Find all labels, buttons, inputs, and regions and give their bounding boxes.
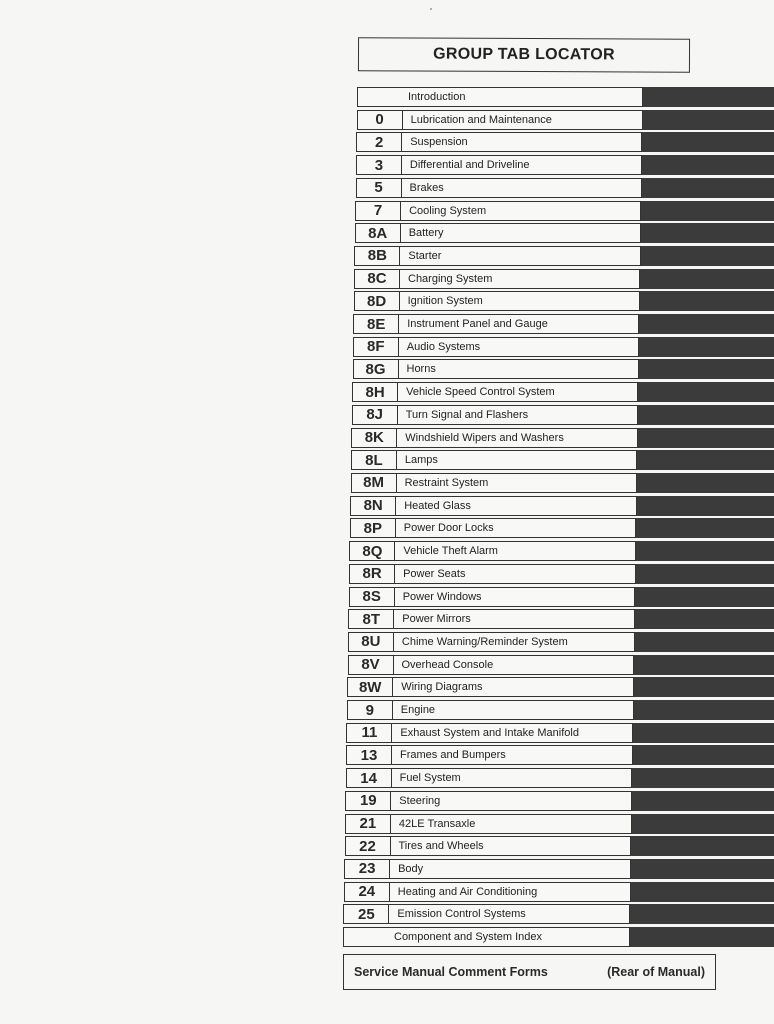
tab-row[interactable] [349, 541, 774, 561]
group-label: Suspension [402, 132, 642, 152]
group-label: Restraint System [397, 473, 637, 493]
tab-row[interactable] [356, 132, 774, 152]
group-label: Introduction [357, 87, 643, 107]
group-number: 8J [352, 405, 398, 425]
tab-row[interactable] [348, 655, 774, 675]
tab-row[interactable] [351, 428, 774, 448]
black-edge-tab [635, 587, 774, 607]
tab-row[interactable] [352, 382, 774, 402]
group-number: 8L [351, 450, 397, 470]
group-number: 5 [356, 178, 402, 198]
group-label: Frames and Bumpers [392, 745, 633, 765]
tab-row[interactable] [346, 723, 774, 743]
group-label: Steering [391, 791, 632, 811]
group-number: 23 [344, 859, 390, 879]
group-label: 42LE Transaxle [391, 814, 632, 834]
black-edge-tab [639, 359, 774, 379]
group-label: Fuel System [392, 768, 633, 788]
group-number: 0 [357, 110, 403, 130]
group-label: Overhead Console [394, 655, 635, 675]
black-edge-tab [642, 155, 774, 175]
group-number: 13 [346, 745, 392, 765]
tab-row[interactable] [353, 337, 774, 357]
group-label: Horns [399, 359, 639, 379]
group-number: 8E [353, 314, 399, 334]
black-edge-tab [635, 609, 774, 629]
group-number: 25 [343, 904, 389, 924]
tab-row[interactable] [348, 632, 774, 652]
tab-row[interactable] [343, 927, 774, 947]
group-number: 8K [351, 428, 397, 448]
tab-row[interactable] [346, 768, 774, 788]
group-number: 8H [352, 382, 398, 402]
black-edge-tab [643, 87, 774, 107]
group-number: 8D [354, 291, 400, 311]
group-number: 8F [353, 337, 399, 357]
black-edge-tab [638, 405, 774, 425]
tab-row[interactable] [347, 700, 774, 720]
tab-row[interactable] [345, 836, 774, 856]
tab-row[interactable] [356, 155, 774, 175]
tab-row[interactable] [344, 859, 774, 879]
tab-row[interactable] [357, 110, 774, 130]
group-number: 19 [345, 791, 391, 811]
tab-row[interactable] [351, 473, 774, 493]
black-edge-tab [642, 178, 774, 198]
black-edge-tab [630, 927, 774, 947]
tab-row[interactable] [354, 269, 774, 289]
comment-forms-location: (Rear of Manual) [607, 965, 705, 979]
tab-row[interactable] [350, 518, 774, 538]
tab-row[interactable] [353, 359, 774, 379]
group-label: Lubrication and Maintenance [403, 110, 643, 130]
group-number: 7 [355, 201, 401, 221]
tab-row[interactable] [349, 564, 774, 584]
group-label: Heating and Air Conditioning [390, 882, 631, 902]
group-label: Differential and Driveline [402, 155, 642, 175]
comment-forms-label: Service Manual Comment Forms [354, 965, 548, 979]
group-label: Power Door Locks [396, 518, 637, 538]
group-label: Chime Warning/Reminder System [394, 632, 635, 652]
black-edge-tab [641, 223, 774, 243]
group-number: 8N [350, 496, 396, 516]
black-edge-tab [631, 882, 774, 902]
group-number: 8B [354, 246, 400, 266]
group-number: 24 [344, 882, 390, 902]
group-number: 8Q [349, 541, 395, 561]
group-number: 8A [355, 223, 401, 243]
tab-row[interactable] [350, 496, 774, 516]
group-number: 11 [346, 723, 392, 743]
tab-row[interactable] [343, 904, 774, 924]
black-edge-tab [641, 246, 774, 266]
tab-row[interactable] [346, 745, 774, 765]
group-label: Body [390, 859, 631, 879]
group-label: Starter [400, 246, 640, 266]
group-label: Audio Systems [399, 337, 639, 357]
black-edge-tab [640, 269, 774, 289]
tab-row[interactable] [354, 291, 774, 311]
tab-row[interactable] [349, 587, 774, 607]
black-edge-tab [634, 677, 774, 697]
tab-row[interactable] [355, 223, 774, 243]
black-edge-tab [637, 473, 774, 493]
black-edge-tab [633, 745, 774, 765]
tab-row[interactable] [357, 87, 774, 107]
group-label: Instrument Panel and Gauge [399, 314, 639, 334]
group-label: Component and System Index [343, 927, 630, 947]
black-edge-tab [631, 836, 774, 856]
group-label: Brakes [402, 178, 642, 198]
group-number: 8M [351, 473, 397, 493]
group-number: 8C [354, 269, 400, 289]
tab-row[interactable] [344, 882, 774, 902]
black-edge-tab [641, 201, 774, 221]
black-edge-tab [637, 450, 774, 470]
black-edge-tab [630, 904, 774, 924]
black-edge-tab [633, 723, 774, 743]
black-edge-tab [638, 428, 774, 448]
group-label: Wiring Diagrams [393, 677, 634, 697]
black-edge-tab [636, 541, 774, 561]
group-number: 8T [348, 609, 394, 629]
black-edge-tab [636, 564, 774, 584]
group-label: Emission Control Systems [389, 904, 630, 924]
group-label: Ignition System [400, 291, 640, 311]
group-label: Power Mirrors [394, 609, 635, 629]
group-label: Engine [393, 700, 634, 720]
group-number: 8P [350, 518, 396, 538]
group-label: Heated Glass [396, 496, 636, 516]
black-edge-tab [639, 337, 774, 357]
tab-row[interactable] [345, 814, 774, 834]
group-number: 2 [356, 132, 402, 152]
black-edge-tab [642, 132, 774, 152]
black-edge-tab [636, 518, 774, 538]
tab-row[interactable] [356, 178, 774, 198]
group-label: Vehicle Theft Alarm [395, 541, 636, 561]
group-number: 22 [345, 836, 391, 856]
group-number: 8U [348, 632, 394, 652]
group-label: Cooling System [401, 201, 641, 221]
black-edge-tab [639, 314, 774, 334]
tab-row[interactable] [354, 246, 774, 266]
tab-row[interactable] [352, 405, 774, 425]
black-edge-tab [637, 496, 774, 516]
group-label: Lamps [397, 450, 637, 470]
tab-row[interactable] [345, 791, 774, 811]
group-label: Power Seats [395, 564, 636, 584]
tab-row[interactable] [355, 201, 774, 221]
group-number: 8V [348, 655, 394, 675]
group-number: 8R [349, 564, 395, 584]
group-number: 3 [356, 155, 402, 175]
page-title: GROUP TAB LOCATOR [358, 37, 690, 72]
black-edge-tab [632, 768, 774, 788]
tab-row[interactable] [353, 314, 774, 334]
black-edge-tab [638, 382, 774, 402]
tab-row[interactable] [351, 450, 774, 470]
black-edge-tab [640, 291, 774, 311]
group-label: Power Windows [395, 587, 636, 607]
group-label: Vehicle Speed Control System [398, 382, 638, 402]
comment-forms-box [343, 954, 716, 990]
group-label: Battery [401, 223, 641, 243]
tab-row[interactable] [348, 609, 774, 629]
group-number: 8G [353, 359, 399, 379]
group-label: Tires and Wheels [391, 836, 632, 856]
group-number: 14 [346, 768, 392, 788]
tab-row[interactable] [347, 677, 774, 697]
black-edge-tab [631, 859, 774, 879]
group-label: Windshield Wipers and Washers [397, 428, 637, 448]
group-label: Exhaust System and Intake Manifold [392, 723, 633, 743]
group-label: Turn Signal and Flashers [398, 405, 638, 425]
group-label: Charging System [400, 269, 640, 289]
black-edge-tab [632, 791, 774, 811]
black-edge-tab [634, 655, 774, 675]
black-edge-tab [632, 814, 774, 834]
black-edge-tab [643, 110, 774, 130]
black-edge-tab [634, 700, 774, 720]
group-number: 21 [345, 814, 391, 834]
group-number: 8W [347, 677, 393, 697]
black-edge-tab [635, 632, 774, 652]
group-number: 9 [347, 700, 393, 720]
group-number: 8S [349, 587, 395, 607]
